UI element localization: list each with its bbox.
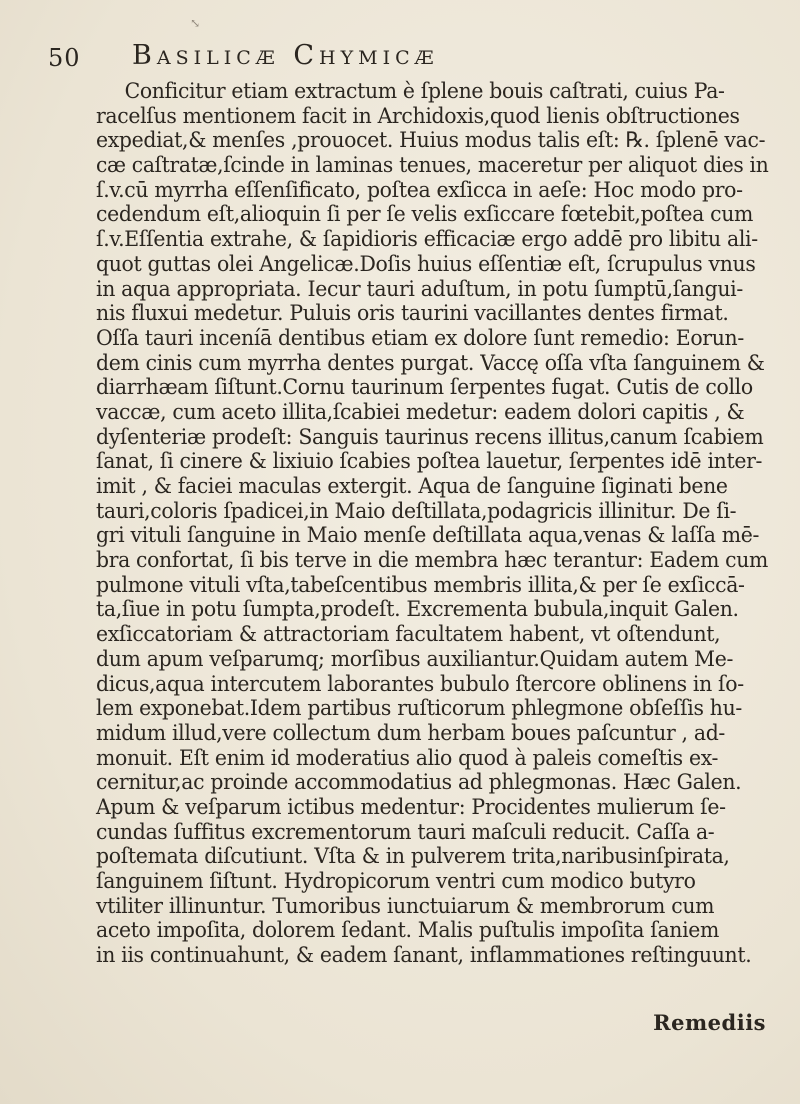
text-line: lem exponebat.Idem partibus ruſticorum phlegmone obſeſſis hu- — [96, 696, 742, 722]
text-line: monuit. Eſt enim id moderatius alio quod à paleis comeſtis ex- — [96, 745, 719, 771]
page-header — [48, 40, 758, 80]
text-line: diarrhæam ſiſtunt.Cornu taurinum ſerpentes fugat. Cutis de collo — [96, 375, 753, 401]
page-number: 50 — [48, 44, 81, 72]
text-line: tauri,coloris ſpadicei,in Maio deſtillata,podagricis illinitur. De ſi- — [96, 498, 737, 524]
text-line: dum apum veſparumq; morſibus auxiliantur.Quidam autem Me- — [96, 646, 734, 672]
text-line: poſtemata diſcutiunt. Vſta & in pulverem trita,naribusinſpirata, — [96, 844, 730, 870]
text-line: racelſus mentionem facit in Archidoxis,quod lienis obſtructiones — [96, 103, 740, 129]
text-line: ta,ſiue in potu ſumpta,prodeſt. Excrementa bubula,inquit Galen. — [96, 597, 739, 623]
text-line: cæ caſtratæ,ſcinde in laminas tenues, maceretur per aliquot dies in — [96, 153, 769, 179]
text-line: exſiccatoriam & attractoriam facultatem habent, vt oſtendunt, — [96, 622, 721, 648]
text-line: dem cinis cum myrrha dentes purgat. Vaccę oſſa vſta ſanguinem & — [96, 350, 765, 376]
text-line: ſanguinem ſiſtunt. Hydropicorum ventri cum modico butyro — [96, 869, 696, 894]
body-text — [96, 80, 800, 969]
running-title: Basilicæ Chymicæ — [132, 40, 439, 71]
text-line: Oſſa tauri inceníā dentibus etiam ex dolore ſunt remedio: Eorun- — [96, 325, 744, 351]
text-line: vaccæ, cum aceto illita,ſcabiei medetur: eadem dolori capitis , & — [96, 399, 745, 425]
text-line: midum illud,vere collectum dum herbam boues paſcuntur , ad- — [96, 720, 726, 746]
text-line: cundas ſuffitus excrementorum tauri maſculi reducit. Caſſa a- — [96, 819, 715, 845]
text-line: Conficitur etiam extractum è ſplene bouis caſtrati, cuius Pa- — [124, 79, 725, 104]
text-line: ſanat, ſi cinere & lixiuio ſcabies poſtea lauetur, ſerpentes idē inter- — [96, 449, 763, 475]
text-line: quot guttas olei Angelicæ.Doſis huius eſſentiæ eſt, ſcrupulus vnus — [96, 251, 756, 277]
text-line: pulmone vituli vſta,tabeſcentibus membris illita,& per ſe exſiccā- — [96, 572, 745, 598]
bleed-through-mark: ⤡ — [190, 16, 201, 30]
text-line: nis fluxui medetur. Puluis oris taurini vacillantes dentes firmat. — [96, 301, 729, 327]
text-line: dicus,aqua intercutem laborantes bubulo ſtercore oblinens in ſo- — [96, 671, 744, 697]
text-line: cedendum eſt,alioquin ſi per ſe velis exſiccare fœtebit,poſtea cum — [96, 202, 754, 228]
text-line: gri vituli ſanguine in Maio menſe deſtillata aqua,venas & laſſa mē- — [96, 523, 760, 549]
text-line: imit , & faciei maculas extergit. Aqua de ſanguine ſiginati bene — [96, 474, 728, 499]
text-line: in iis continuahunt, & eadem ſanant, inflammationes reſtinguunt. — [96, 943, 752, 969]
text-line: ſ.v.cū myrrha eſſenſificato, poſtea exſicca in aeſe: Hoc modo pro- — [96, 177, 743, 203]
text-line: in aqua appropriata. Iecur tauri aduſtum, in potu ſumptū,ſangui- — [96, 276, 743, 302]
text-line: aceto impoſita, dolorem ſedant. Malis puſtulis impoſita ſaniem — [96, 918, 720, 944]
text-line: bra confortat, ſi bis terve in die membra hæc terantur: Eadem cum — [96, 548, 769, 574]
text-line: dyſenteriæ prodeſt: Sanguis taurinus recens illitus,canum ſcabiem — [96, 424, 764, 450]
text-line: Apum & veſparum ictibus medentur: Procidentes mulierum ſe- — [96, 794, 726, 820]
text-line: cernitur,ac proinde accommodatius ad phlegmonas. Hæc Galen. — [96, 770, 742, 796]
text-line: ſ.v.Eſſentia extrahe, & ſapidioris efficaciæ ergo addē pro libitu ali- — [96, 227, 758, 253]
text-line: expediat,& menſes ,prouocet. Huius modus talis eſt: ℞. ſplenē vac- — [96, 128, 766, 154]
catchword: Remediis — [653, 1010, 766, 1035]
text-line: vtiliter illinuntur. Tumoribus iunctuiarum & membrorum cum — [96, 893, 715, 919]
